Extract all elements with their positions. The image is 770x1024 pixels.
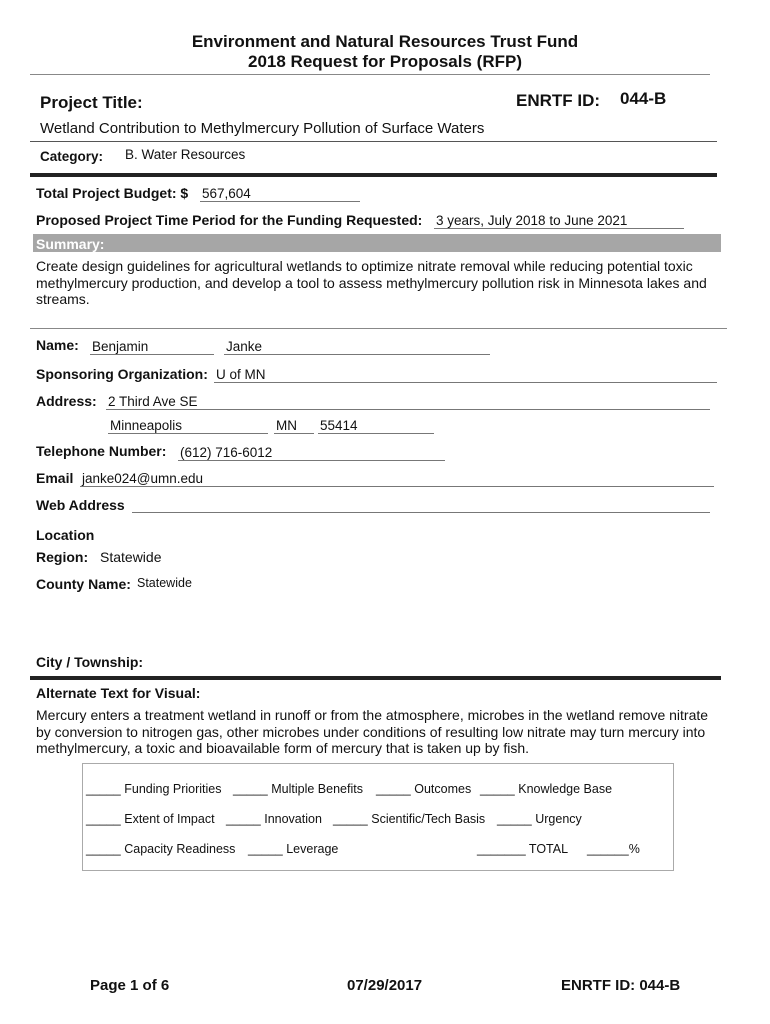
- alt-text-label: Alternate Text for Visual:: [36, 685, 201, 701]
- email-label: Email: [36, 470, 74, 486]
- category-label: Category:: [40, 149, 104, 164]
- summary-label: Summary:: [36, 236, 105, 252]
- web-address-field[interactable]: [132, 497, 710, 513]
- first-name-field[interactable]: Benjamin: [90, 339, 214, 355]
- enrtf-id-label: ENRTF ID:: [516, 91, 601, 110]
- footer-enrtf-id: ENRTF ID: 044-B: [561, 977, 681, 994]
- scoring-box: [82, 763, 674, 871]
- location-divider-thick: [30, 676, 721, 680]
- email-field[interactable]: janke024@umn.edu: [80, 471, 714, 487]
- state-field[interactable]: MN: [274, 418, 314, 434]
- score-outcomes[interactable]: _____ Outcomes: [376, 782, 472, 796]
- budget-label: Total Project Budget: $: [36, 185, 189, 201]
- score-capacity-readiness[interactable]: _____ Capacity Readiness: [86, 842, 236, 856]
- footer-date: 07/29/2017: [347, 977, 423, 994]
- enrtf-id-value: 044-B: [620, 89, 667, 108]
- score-total[interactable]: _______ TOTAL: [477, 842, 569, 856]
- sponsoring-organization-field[interactable]: U of MN: [214, 367, 717, 383]
- summary-divider: [30, 328, 727, 329]
- last-name-field[interactable]: Janke: [224, 339, 490, 355]
- score-leverage[interactable]: _____ Leverage: [248, 842, 339, 856]
- address-line1-field[interactable]: 2 Third Ave SE: [106, 394, 710, 410]
- telephone-field[interactable]: (612) 716-6012: [178, 445, 445, 461]
- footer-page-number: Page 1 of 6: [90, 977, 170, 994]
- region-label: Region:: [36, 549, 89, 565]
- budget-field[interactable]: 567,604: [200, 186, 360, 202]
- score-percent[interactable]: ______%: [587, 842, 640, 856]
- document-subtitle: 2018 Request for Proposals (RFP): [248, 52, 522, 71]
- city-field[interactable]: Minneapolis: [108, 418, 268, 434]
- summary-bar: [33, 234, 721, 252]
- project-title-value: Wetland Contribution to Methylmercury Pollution of Surface Waters: [40, 120, 485, 137]
- alt-text-body: Mercury enters a treatment wetland in runoff or from the atmosphere, microbes in the wetland remove nitrate by conversion to nitrogen gas, other microbes under conditions of resulting low nitrate may turn mercury into methylmercury, a toxic and bioavailable form of mercury that is taken up by fish.: [36, 707, 709, 756]
- time-period-label: Proposed Project Time Period for the Funding Requested:: [36, 212, 423, 228]
- sponsoring-organization-label: Sponsoring Organization:: [36, 366, 208, 382]
- score-scientific-tech-basis[interactable]: _____ Scientific/Tech Basis: [333, 812, 486, 826]
- time-period-field[interactable]: 3 years, July 2018 to June 2021: [434, 213, 684, 229]
- score-urgency[interactable]: _____ Urgency: [497, 812, 582, 826]
- city-township-label: City / Township:: [36, 654, 144, 670]
- document-title: Environment and Natural Resources Trust Fund: [191, 32, 579, 51]
- score-multiple-benefits[interactable]: _____ Multiple Benefits: [233, 782, 363, 796]
- address-label: Address:: [36, 393, 97, 409]
- name-label: Name:: [36, 337, 79, 353]
- web-address-label: Web Address: [36, 497, 125, 513]
- zip-field[interactable]: 55414: [318, 418, 434, 434]
- county-label: County Name:: [36, 576, 131, 592]
- title-divider: [30, 141, 717, 142]
- telephone-label: Telephone Number:: [36, 443, 167, 459]
- score-innovation[interactable]: _____ Innovation: [226, 812, 322, 826]
- region-value: Statewide: [100, 549, 162, 565]
- header-divider: [30, 74, 710, 75]
- score-funding-priorities[interactable]: _____ Funding Priorities: [86, 782, 222, 796]
- location-heading: Location: [36, 527, 95, 543]
- score-extent-of-impact[interactable]: _____ Extent of Impact: [86, 812, 215, 826]
- category-value: B. Water Resources: [125, 147, 246, 162]
- county-value: Statewide: [137, 576, 192, 590]
- project-title-label: Project Title:: [40, 93, 143, 112]
- score-knowledge-base[interactable]: _____ Knowledge Base: [480, 782, 613, 796]
- summary-text: Create design guidelines for agricultural wetlands to optimize nitrate removal while reducing potential toxic methylmercury production, and develop a tool to assess methylmercury pollution risk in Minnesota lakes and streams.: [36, 258, 707, 307]
- section-divider-thick: [30, 173, 717, 177]
